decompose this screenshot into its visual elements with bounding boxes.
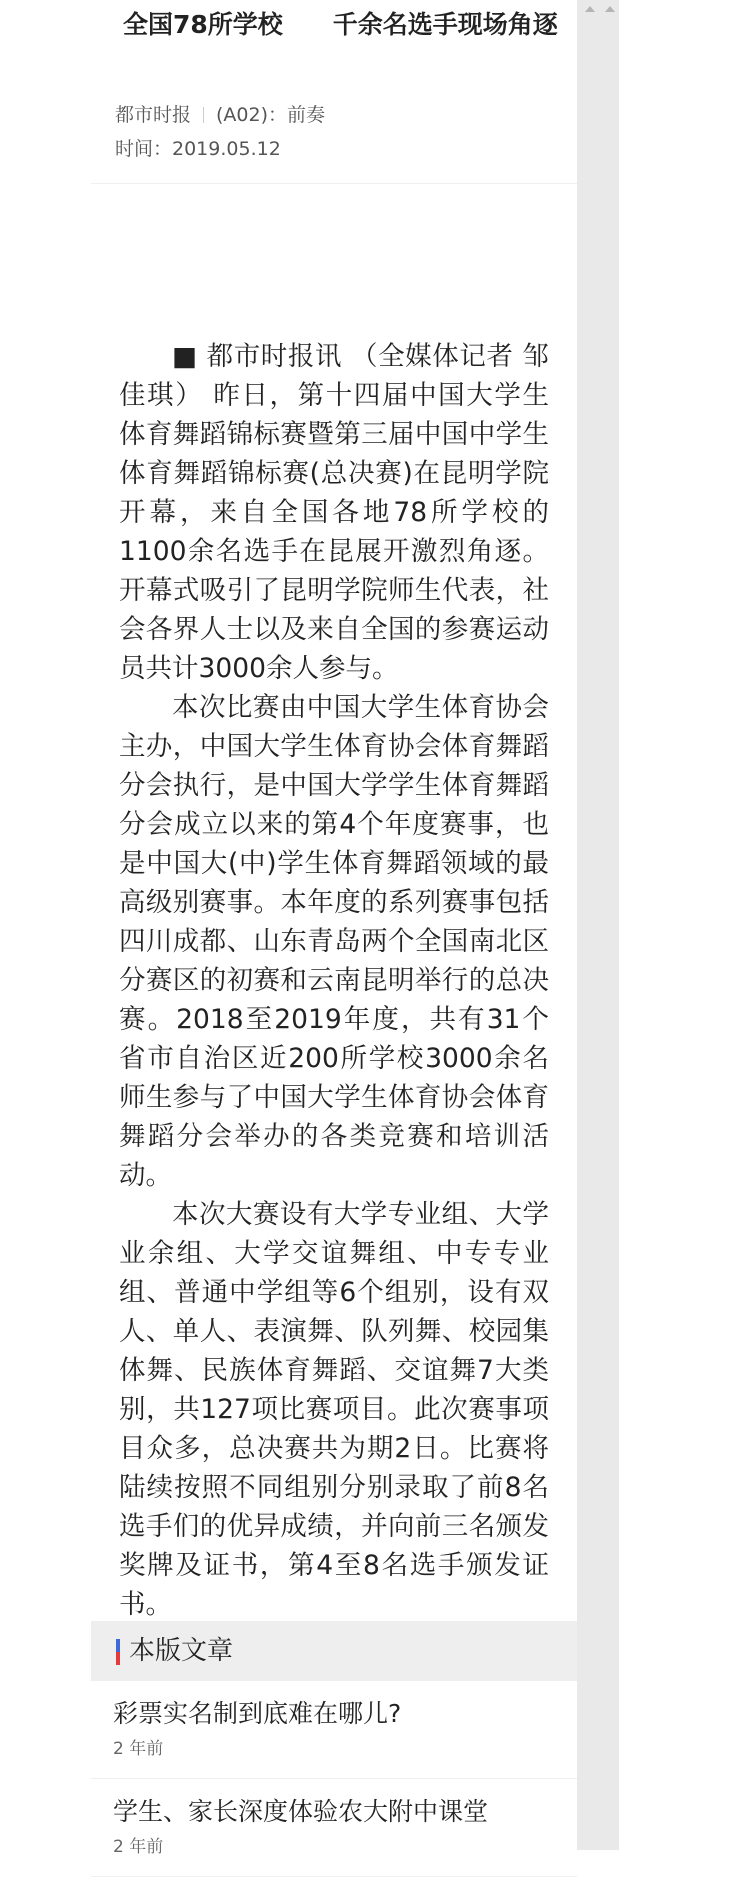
list-item[interactable] [91,1779,577,1877]
scrollbar[interactable] [577,0,619,1850]
article-paragraph: ■ 都市时报讯 （全媒体记者 邹佳琪） 昨日，第十四届中国大学生体育舞蹈锦标赛暨第三届中国中学生体育舞蹈锦标赛(总决赛)在昆明学院开幕，来自全国各地78所学校的1100余名选手在昆展开激烈角逐。开幕式吸引了昆明学院师生代表，社会各界人士以及来自全国的参赛运动员共计3000余人参与。 [119,341,549,684]
meta-divider [203,107,204,123]
chevron-up-icon[interactable] [605,6,615,12]
article-source: 都市时报 [115,104,192,126]
related-article-list [91,1681,577,1877]
article-body [119,337,549,1624]
article-section: (A02)：前奏 [216,104,326,126]
article-meta [115,102,325,128]
related-section-title: 本版文章 [129,1636,234,1666]
article-header [91,0,577,184]
article-paragraph: 本次比赛由中国大学生体育协会主办，中国大学生体育协会体育舞蹈分会执行，是中国大学学生体育舞蹈分会成立以来的第4个年度赛事，也是中国大(中)学生体育舞蹈领域的最高级别赛事。本年度的系列赛事包括四川成都、山东青岛两个全国南北区分赛区的初赛和云南昆明举行的总决赛。2018至2019年度，共有31个省市自治区近200所学校3000余名师生参与了中国大学生体育协会体育舞蹈分会举办的各类竞赛和培训活动。 [119,692,549,1191]
article-container [91,0,577,1857]
list-item[interactable] [91,1681,577,1779]
related-article-title[interactable]: 彩票实名制到底难在哪儿? [113,1699,402,1728]
related-article-title[interactable]: 学生、家长深度体验农大附中课堂 [113,1797,489,1826]
article-title: 全国78所学校 千余名选手现场角逐 [123,10,558,39]
article-date: 时间：2019.05.12 [115,138,281,160]
related-article-time: 2 年前 [113,1739,164,1759]
article-paragraph: 本次大赛设有大学专业组、大学业余组、大学交谊舞组、中专专业组、普通中学组等6个组别，设有双人、单人、表演舞、队列舞、校园集体舞、民族体育舞蹈、交谊舞7大类别，共127项比赛项目。此次赛事项目众多，总决赛共为期2日。比赛将陆续按照不同组别分别录取了前8名选手们的优异成绩，并向前三名颁发奖牌及证书，第4至8名选手颁发证书。 [119,1199,549,1620]
related-section-header [91,1621,577,1681]
chevron-up-icon[interactable] [585,6,595,12]
section-accent-bar [116,1639,120,1665]
related-article-time: 2 年前 [113,1837,164,1857]
